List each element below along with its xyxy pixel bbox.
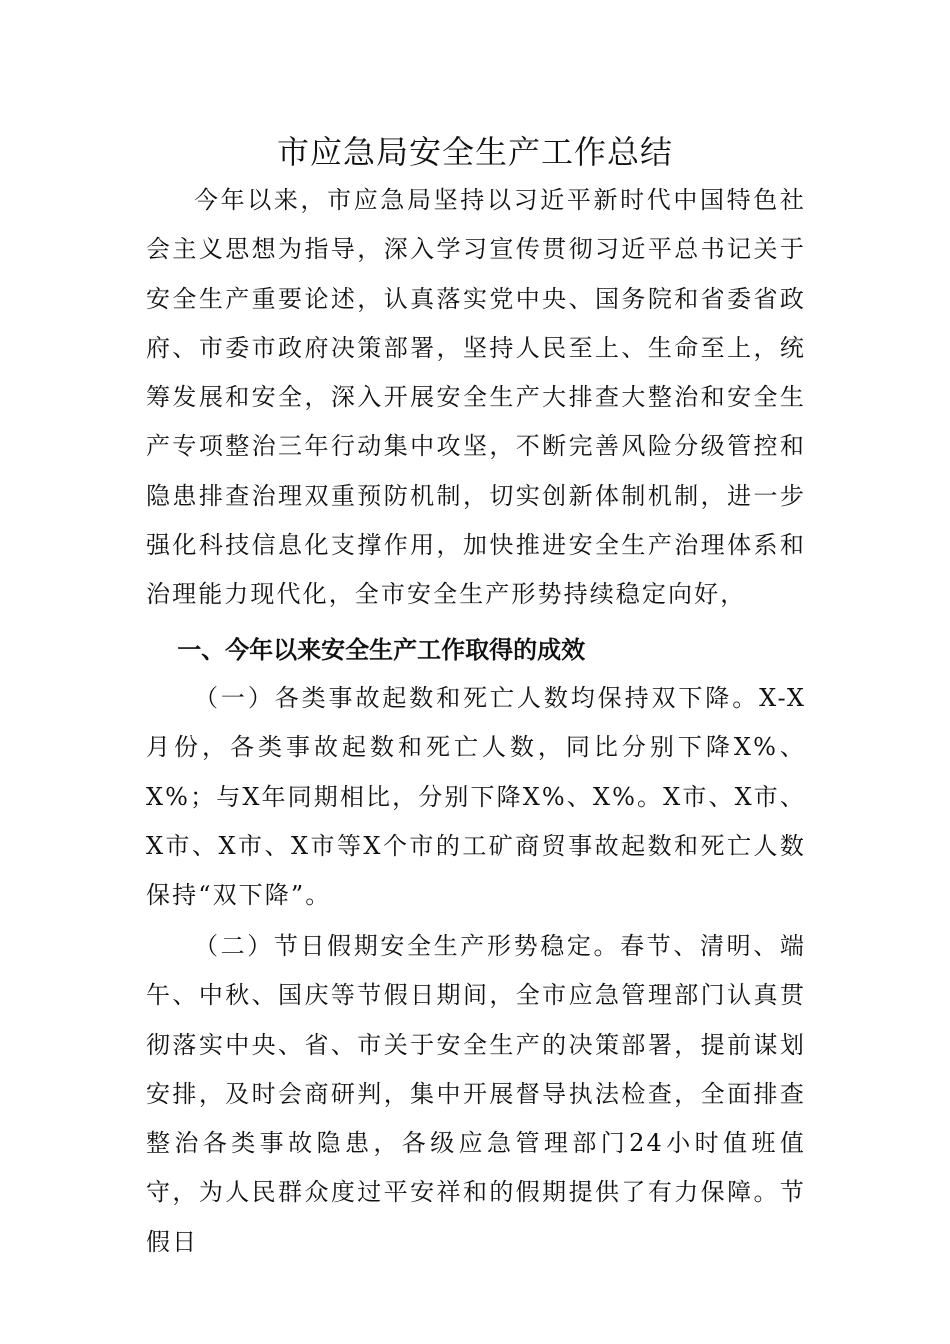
document-title: 市应急局安全生产工作总结 [276, 133, 673, 171]
intro-paragraph: 今年以来，市应急局坚持以习近平新时代中国特色社会主义思想为指导，深入学习宣传贯彻习近平总书记关于安全生产重要论述，认真落实党中央、国务院和省委省政府、市委市政府决策部署，坚持人民至上、生命至上，统筹发展和安全，深入开展安全生产大排查大整治和安全生产专项整治三年行动集中攻坚，不断完善风险分级管控和隐患排查治理双重预防机制，切实创新体制机制，进一步强化科技信息化支撑作用，加快推进安全生产治理体系和治理能力现代化，全市安全生产形势持续稳定向好， [146, 186, 806, 609]
item-paragraph-2: （二）节日假期安全生产形势稳定。春节、清明、端午、中秋、国庆等节假日期间，全市应急管理部门认真贯彻落实中央、省、市关于安全生产的决策部署，提前谋划安排，及时会商研判，集中开展督导执法检查，全面排查整治各类事故隐患，各级应急管理部门24小时值班值守，为人民群众度过平安祥和的假期提供了有力保障。节假日 [146, 932, 806, 1256]
item-paragraph-1: （一）各类事故起数和死亡人数均保持双下降。X-X月份，各类事故起数和死亡人数，同比分别下降X%、X%；与X年同期相比，分别下降X%、X%。X市、X市、X市、X市、X市等X个市的工矿商贸事故起数和死亡人数保持“双下降”。 [146, 684, 806, 910]
section-heading: 一、今年以来安全生产工作取得的成效 [177, 636, 586, 664]
